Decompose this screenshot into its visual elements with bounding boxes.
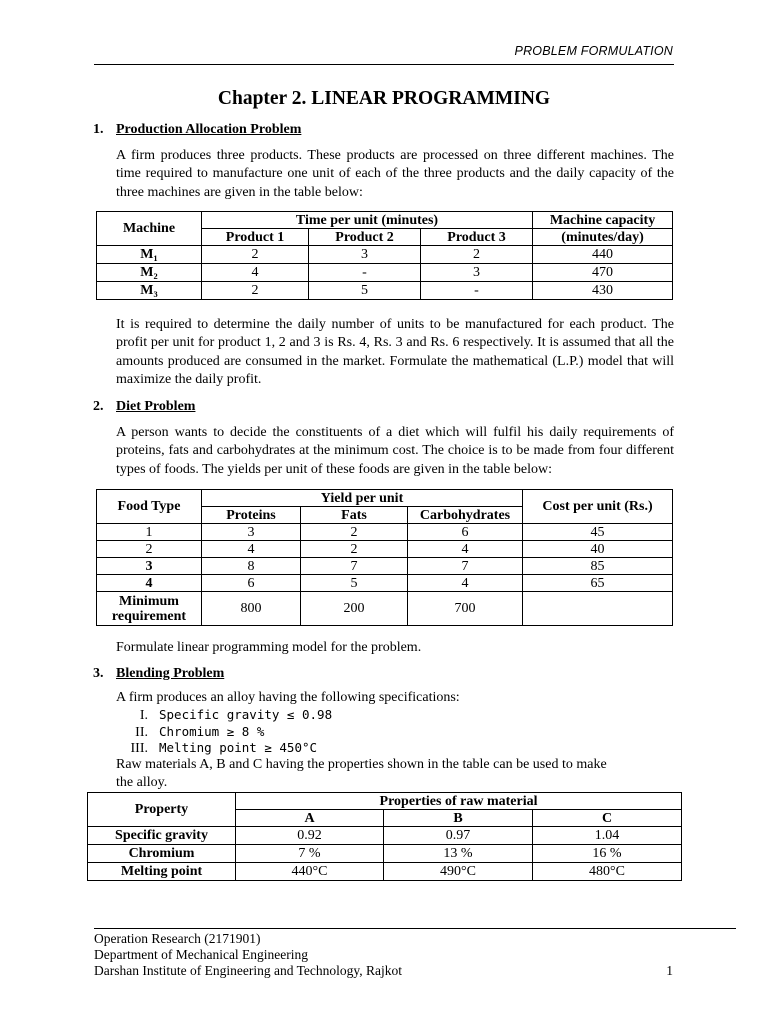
capacity-cell: 430 <box>533 282 673 300</box>
list-marker: II. <box>135 724 148 740</box>
value-cell: 5 <box>309 282 421 300</box>
header-proteins: Proteins <box>202 507 301 524</box>
cost-cell: 85 <box>523 558 673 575</box>
chapter-title: Chapter 2. LINEAR PROGRAMMING <box>217 88 551 109</box>
value-cell: 440°C <box>236 863 384 881</box>
section-3-intro: A firm produces an alloy having the following specifications: <box>116 690 460 705</box>
header-product-2: Product 2 <box>309 229 421 246</box>
value-cell: 7 % <box>236 845 384 863</box>
value-cell: 7 <box>301 558 408 575</box>
table-row <box>97 264 673 282</box>
blending-table <box>87 792 682 881</box>
list-marker: III. <box>130 741 148 756</box>
value-cell: 0.92 <box>236 827 384 845</box>
header-food-type: Food Type <box>97 490 202 524</box>
value-cell: 800 <box>202 592 301 626</box>
value-cell: 4 <box>202 541 301 558</box>
specification-text: Specific gravity ≤ 0.98 <box>159 707 333 722</box>
footer-course: Operation Research (2171901) <box>94 931 261 946</box>
header-time-per-unit: Time per unit (minutes) <box>202 212 533 229</box>
footer <box>94 931 402 979</box>
value-cell: 3 <box>309 246 421 264</box>
capacity-cell: 440 <box>533 246 673 264</box>
table-row <box>97 524 673 541</box>
minimum-requirement-label <box>97 592 202 626</box>
cost-cell: 65 <box>523 575 673 592</box>
value-cell: - <box>421 282 533 300</box>
value-cell: 6 <box>408 524 523 541</box>
table-row <box>88 845 682 863</box>
value-cell: 4 <box>408 541 523 558</box>
table-row <box>97 592 673 626</box>
food-type-cell: 1 <box>97 524 202 541</box>
list-item <box>116 724 332 741</box>
min-label-line-1: Minimum <box>119 593 179 609</box>
running-header: PROBLEM FORMULATION <box>514 44 673 58</box>
value-cell: 2 <box>202 246 309 264</box>
value-cell: 2 <box>421 246 533 264</box>
section-2-intro: A person wants to decide the constituents of a diet which will fulfil his daily requirements of proteins, fats and carbohydrates at the minimum cost. The choice is to be made from four different types of foods. The yields per unit of these foods are given in the table below: <box>116 425 674 477</box>
value-cell: 2 <box>202 282 309 300</box>
section-2-followup: Formulate linear programming model for the problem. <box>116 640 422 655</box>
section-1-number: 1. <box>93 122 104 137</box>
value-cell: 16 % <box>533 845 682 863</box>
machine-cell: M₂ <box>97 264 202 282</box>
table-row <box>97 246 673 264</box>
value-cell: 0.97 <box>384 827 533 845</box>
value-cell: 7 <box>408 558 523 575</box>
value-cell: 4 <box>408 575 523 592</box>
value-cell: 4 <box>202 264 309 282</box>
raw-materials-line-1: Raw materials A, B and C having the properties shown in the table can be used to make <box>116 757 607 772</box>
table-row <box>88 863 682 881</box>
table-row <box>97 558 673 575</box>
section-2-title: Diet Problem <box>116 399 196 414</box>
footer-divider <box>94 928 736 929</box>
value-cell: 2 <box>301 541 408 558</box>
header-carbohydrates: Carbohydrates <box>408 507 523 524</box>
section-3-title: Blending Problem <box>116 666 225 681</box>
value-cell: 1.04 <box>533 827 682 845</box>
header-properties-of-raw-material: Properties of raw material <box>236 793 682 810</box>
header-property: Property <box>88 793 236 827</box>
section-3-heading <box>93 666 224 682</box>
section-1-followup: It is required to determine the daily number of units to be manufactured for each product. The profit per unit for product 1, 2 and 3 is Rs. 4, Rs. 3 and Rs. 6 respectively. It is assumed that all the amounts produced are consumed in the market. Formulate the mathematical (L.P.) model that will maximize the daily profit. <box>116 317 674 387</box>
value-cell: 5 <box>301 575 408 592</box>
value-cell: 3 <box>421 264 533 282</box>
section-3-number: 3. <box>93 666 104 681</box>
machine-cell: M₁ <box>97 246 202 264</box>
list-marker: I. <box>139 708 148 723</box>
header-machine: Machine <box>97 212 202 246</box>
header-product-1: Product 1 <box>202 229 309 246</box>
section-1-intro: A firm produces three products. These products are processed on three different machines. The time required to manufacture one unit of each of the three products and the daily capacity of the three machines are given in the table below: <box>116 148 674 200</box>
cost-cell: 40 <box>523 541 673 558</box>
cost-cell: 45 <box>523 524 673 541</box>
specification-text: Chromium ≥ 8 % <box>159 723 265 739</box>
property-cell: Specific gravity <box>88 827 236 845</box>
value-cell: 6 <box>202 575 301 592</box>
specification-list <box>116 707 332 757</box>
list-item <box>116 707 332 724</box>
production-table <box>96 211 673 300</box>
value-cell: 490°C <box>384 863 533 881</box>
header-machine-capacity: Machine capacity <box>533 212 673 229</box>
header-cost-per-unit: Cost per unit (Rs.) <box>523 490 673 524</box>
property-cell: Chromium <box>88 845 236 863</box>
header-capacity-unit: (minutes/day) <box>533 229 673 246</box>
header-yield-per-unit: Yield per unit <box>202 490 523 507</box>
property-cell: Melting point <box>88 863 236 881</box>
value-cell: 3 <box>202 524 301 541</box>
header-material-a: A <box>236 810 384 827</box>
list-item <box>116 740 332 757</box>
section-2-heading <box>93 399 195 415</box>
table-row <box>97 575 673 592</box>
machine-cell: M₃ <box>97 282 202 300</box>
section-1-title: Production Allocation Problem <box>116 122 302 137</box>
cost-cell <box>523 592 673 626</box>
value-cell: - <box>309 264 421 282</box>
food-type-cell: 2 <box>97 541 202 558</box>
min-label-line-2: requirement <box>111 608 187 624</box>
raw-materials-line-2: the alloy. <box>116 775 168 790</box>
section-1-heading <box>93 122 301 138</box>
food-type-cell: 4 <box>97 575 202 592</box>
value-cell: 480°C <box>533 863 682 881</box>
table-row <box>97 282 673 300</box>
table-row <box>88 827 682 845</box>
footer-department: Department of Mechanical Engineering <box>94 947 309 962</box>
header-divider <box>94 64 674 65</box>
header-fats: Fats <box>301 507 408 524</box>
specification-text: Melting point ≥ 450°C <box>159 740 318 755</box>
header-material-b: B <box>384 810 533 827</box>
food-type-cell: 3 <box>97 558 202 575</box>
table-row <box>97 541 673 558</box>
value-cell: 2 <box>301 524 408 541</box>
value-cell: 200 <box>301 592 408 626</box>
value-cell: 13 % <box>384 845 533 863</box>
diet-table <box>96 489 673 626</box>
header-product-3: Product 3 <box>421 229 533 246</box>
header-material-c: C <box>533 810 682 827</box>
capacity-cell: 470 <box>533 264 673 282</box>
value-cell: 8 <box>202 558 301 575</box>
section-2-number: 2. <box>93 399 104 414</box>
footer-institute: Darshan Institute of Engineering and Technology, Rajkot <box>94 963 402 978</box>
page-number: 1 <box>666 963 673 978</box>
value-cell: 700 <box>408 592 523 626</box>
